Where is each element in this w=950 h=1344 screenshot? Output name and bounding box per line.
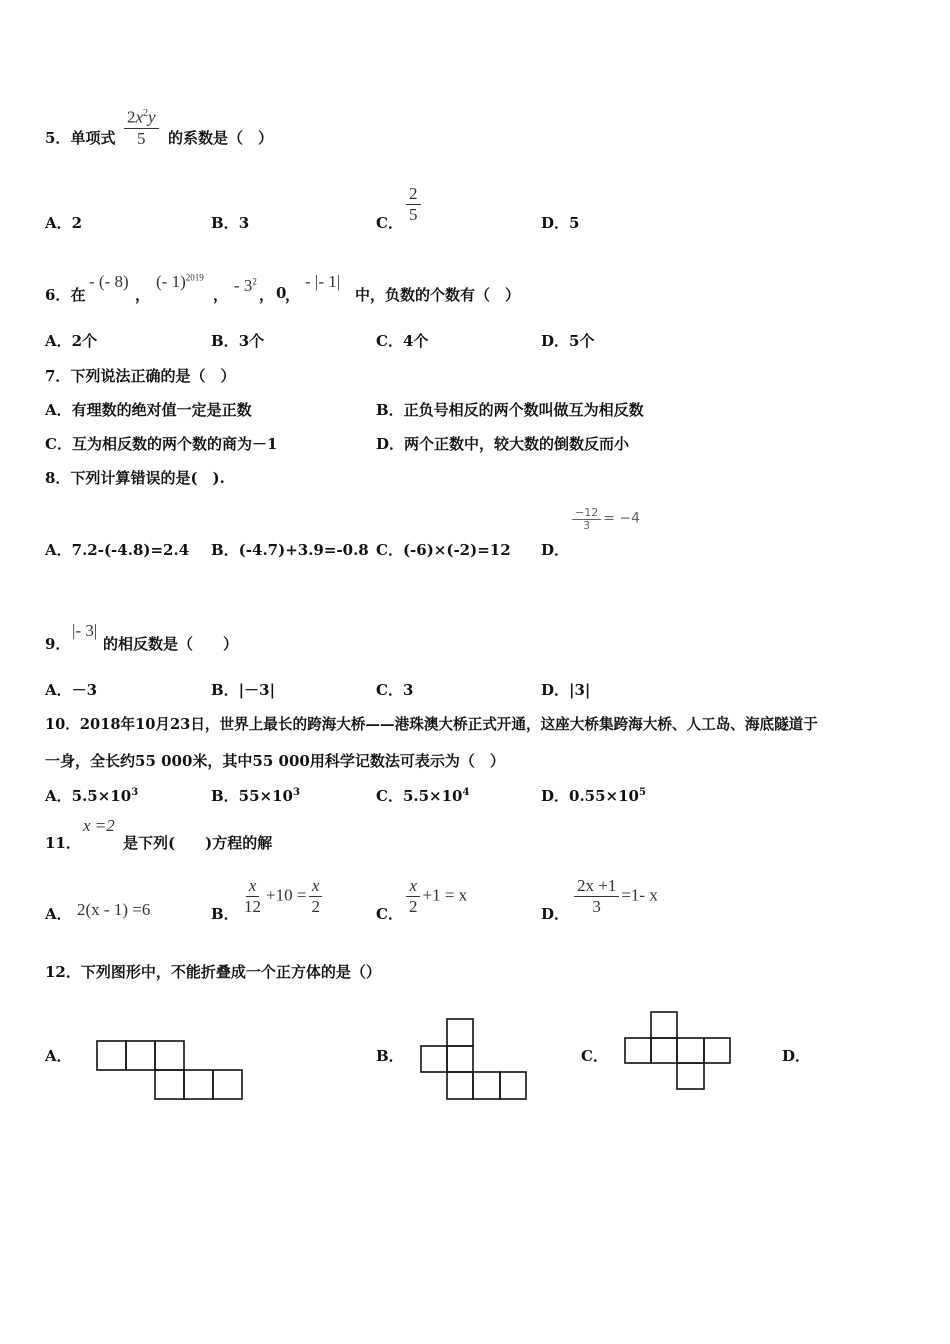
q11-option-b-label[interactable]: B． (211, 905, 239, 923)
q10-option-d[interactable]: D．$0.55\times 10^5$ (541, 787, 646, 805)
q10-option-c[interactable]: C．$5.5\times 10^4$ (376, 787, 470, 805)
q5-option-c[interactable]: C． (376, 214, 403, 232)
q6-expr-2: (- 1)$^{2019}$ (156, 272, 204, 291)
q12-option-c-label[interactable]: C． (581, 1047, 608, 1065)
q7-option-d[interactable]: D．两个正数中，较大数的倒数反而小 (376, 435, 630, 453)
q11-option-c-label[interactable]: C． (376, 905, 403, 923)
q8-option-a[interactable]: A．7.2-(-4.8)=2.4 (45, 541, 190, 559)
q10-option-a[interactable]: A．$5.5\times 10^3$ (45, 787, 139, 805)
q11-condition: x =2 (83, 816, 115, 835)
q6-option-a[interactable]: A．2个 (45, 332, 98, 350)
q8-stem: 8．下列计算错误的是( ). (45, 469, 225, 487)
q12-option-d-label[interactable]: D． (782, 1047, 811, 1065)
q9-expression: |- 3| (72, 621, 98, 640)
q6-sep-2: ， (213, 286, 229, 304)
q6-sep-4: ， (285, 286, 301, 304)
q9-option-c[interactable]: C．3 (376, 681, 414, 699)
q7-option-b[interactable]: B．正负号相反的两个数叫做互为相反数 (376, 401, 644, 419)
q9-option-b[interactable]: B．|－3| (211, 681, 276, 699)
q11-option-d-expression: $\frac{2x +1}{3}$ =1- x (572, 876, 658, 917)
q12-option-a-net (94, 1038, 246, 1102)
q6-expr-3: - $3^2$ (234, 276, 257, 295)
q9-option-a[interactable]: A．－3 (45, 681, 98, 699)
q11-suffix: 是下列( )方程的解 (123, 834, 273, 852)
q6-expr-5: - |- 1| (305, 272, 341, 291)
q9-suffix: 的相反数是（ ） (103, 635, 239, 653)
q7-option-c[interactable]: C．互为相反数的两个数的商为－1 (45, 435, 278, 453)
q11-option-c-expression: $\frac{x}{2}$ +1 = x (404, 876, 467, 917)
q5-option-c-fraction: $\frac{2}{5}$ (404, 184, 423, 225)
q8-option-d[interactable]: D． (541, 541, 570, 559)
q7-option-a[interactable]: A．有理数的绝对值一定是正数 (45, 401, 252, 419)
q8-option-c[interactable]: C．(-6)×(-2)=12 (376, 541, 511, 559)
q6-suffix: 中，负数的个数有（ ） (355, 286, 521, 304)
q11-option-d-label[interactable]: D． (541, 905, 570, 923)
q5-option-b[interactable]: B．3 (211, 214, 250, 232)
q10-stem-line-2: 一身，全长约55 000米，其中55 000用科学记数法可表示为（ ） (45, 752, 505, 770)
q9-option-d[interactable]: D．|3| (541, 681, 591, 699)
q6-expr-4: 0 (276, 284, 287, 302)
q5-suffix: 的系数是（ ） (168, 129, 274, 147)
q12-stem: 12．下列图形中，不能折叠成一个正方体的是（） (45, 963, 381, 981)
q6-number: 6．在 (45, 286, 86, 304)
q5-option-a[interactable]: A．2 (45, 214, 83, 232)
q12-option-b-net (418, 1017, 530, 1103)
q6-option-b[interactable]: B．3个 (211, 332, 265, 350)
q5-expression: $\frac{2x^2y}{5}$ (122, 104, 161, 149)
q6-sep-3: ， (259, 286, 275, 304)
q12-option-a-label[interactable]: A． (45, 1047, 72, 1065)
q12-option-c-net (622, 1009, 734, 1093)
q12-option-b-label[interactable]: B． (376, 1047, 404, 1065)
q6-sep-1: ， (135, 286, 151, 304)
q6-option-c[interactable]: C．4个 (376, 332, 429, 350)
q11-option-b-expression: $\frac{x}{12}$ +10 = $\frac{x}{2}$ (239, 876, 325, 917)
q11-option-a-label[interactable]: A． (45, 905, 72, 923)
q8-option-d-expression: $\frac{-12}{3}$ = −4 (570, 507, 640, 532)
q5-option-d[interactable]: D．5 (541, 214, 580, 232)
q9-number: 9． (45, 635, 71, 653)
q8-option-b[interactable]: B．(-4.7)+3.9=-0.8 (211, 541, 369, 559)
q6-option-d[interactable]: D．5个 (541, 332, 595, 350)
q10-stem-line-1: 10．2018年10月23日，世界上最长的跨海大桥——港珠澳大桥正式开通，这座大桥集跨海大桥、人工岛、海底隧道于 (45, 716, 818, 733)
q6-expr-1: - (- 8) (89, 272, 129, 291)
q7-stem: 7．下列说法正确的是（ ） (45, 367, 236, 385)
q5-stem: 5．单项式 (45, 129, 116, 147)
q11-option-a-expression: 2(x - 1) =6 (77, 900, 151, 919)
q11-number: 11． (45, 834, 81, 852)
q10-option-b[interactable]: B．$55\times 10^3$ (211, 787, 300, 805)
